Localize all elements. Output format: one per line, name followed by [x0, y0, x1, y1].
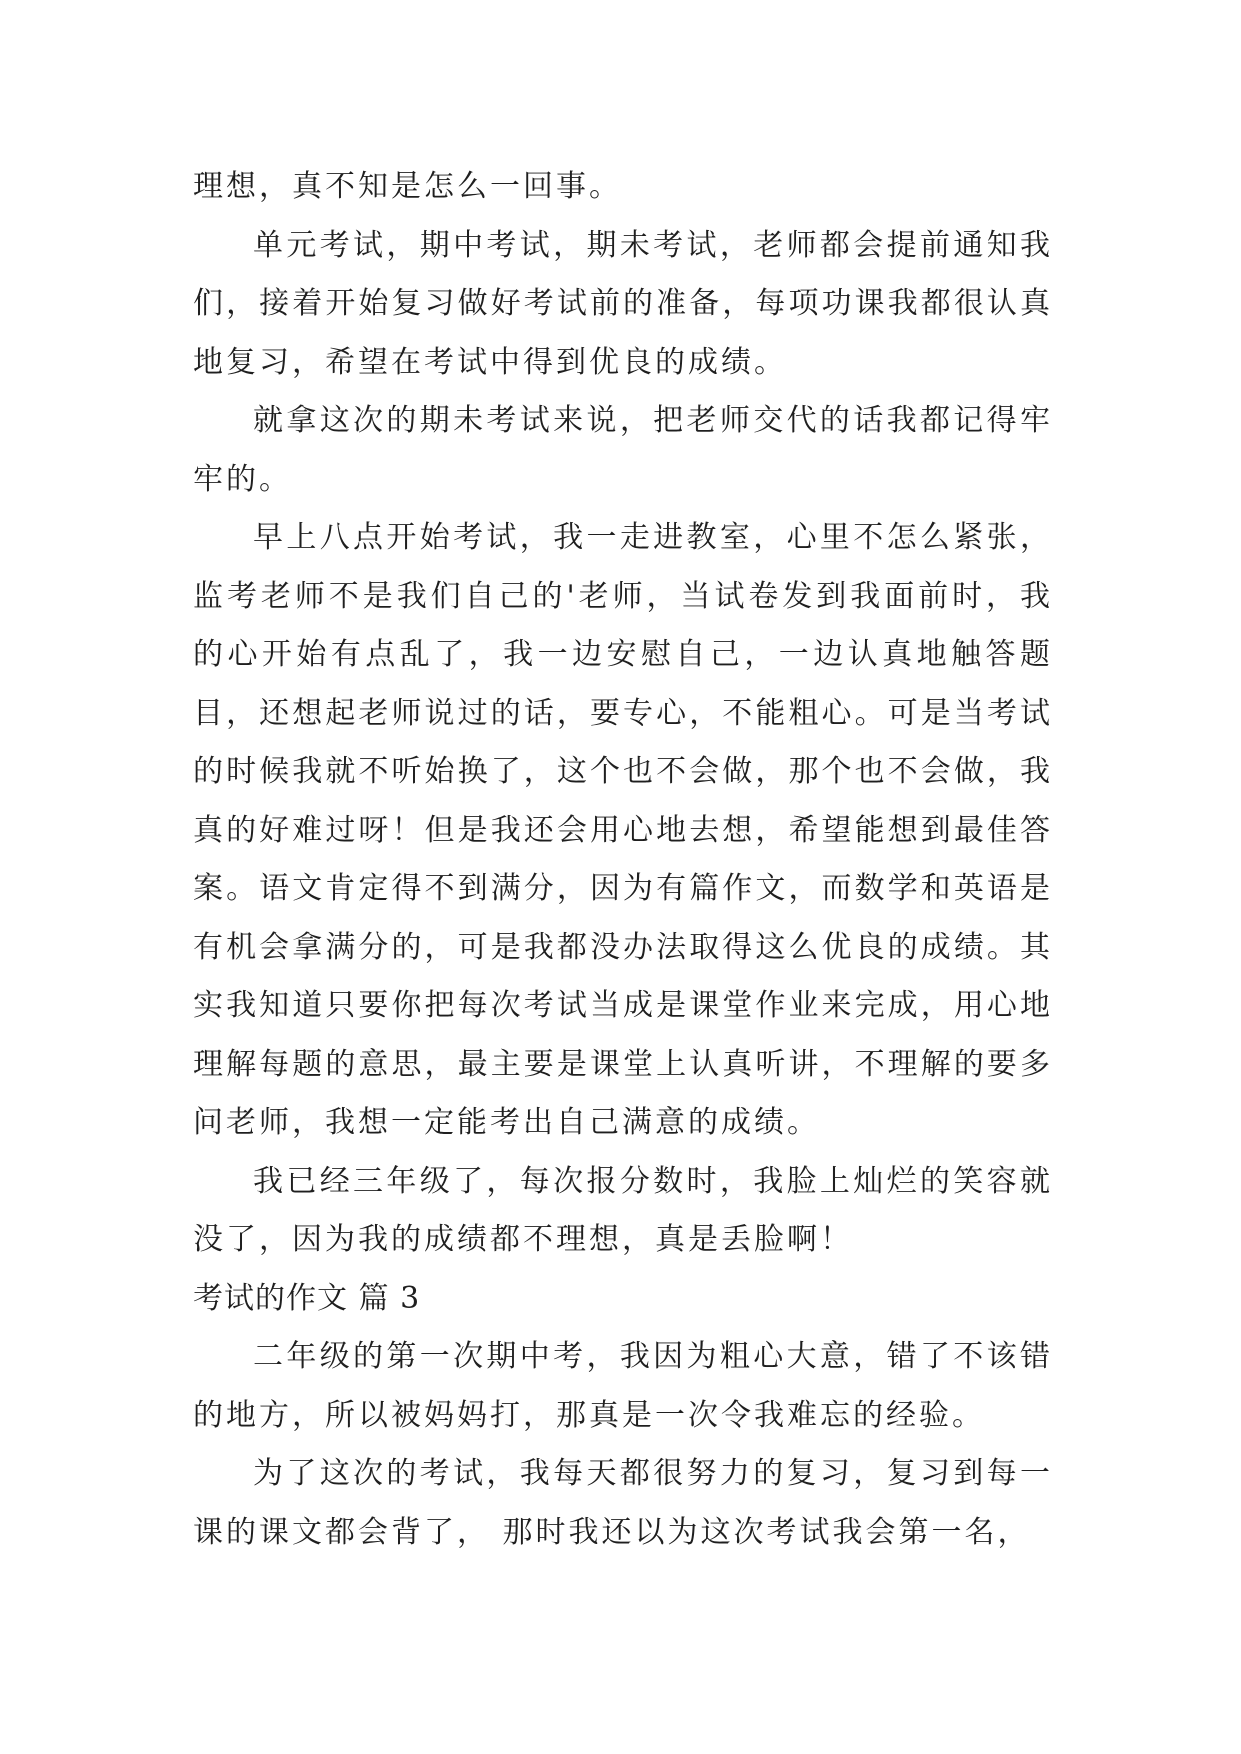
paragraph-final-exam-intro: 就拿这次的期未考试来说，把老师交代的话我都记得牢牢的。 [193, 403, 1053, 497]
section-heading: 考试的作文 篇 3 [193, 1280, 421, 1316]
paragraph-exam-preparation: 单元考试，期中考试，期未考试，老师都会提前通知我们，接着开始复习做好考试前的准备，每项功课我都很认真地复习，希望在考试中得到优良的成绩。 [193, 227, 1053, 380]
document-body [193, 158, 1053, 1562]
paragraph-third-grade: 我已经三年级了，每次报分数时，我脸上灿烂的笑容就没了，因为我的成绩都不理想，真是丢脸啊！ [193, 1163, 1053, 1257]
paragraph-review-effort: 为了这次的考试，我每天都很努力的复习，复习到每一课的课文都会背了， 那时我还以为这次考试我会第一名， [193, 1456, 1053, 1550]
paragraph-second-grade-midterm: 二年级的第一次期中考，我因为粗心大意，错了不该错的地方，所以被妈妈打，那真是一次令我难忘的经验。 [193, 1339, 1053, 1433]
paragraph-continuation: 理想，真不知是怎么一回事。 [193, 169, 622, 204]
paragraph-exam-morning: 早上八点开始考试，我一走进教室，心里不怎么紧张，监考老师不是我们自己的'老师，当试卷发到我面前时，我的心开始有点乱了，我一边安慰自己，一边认真地触答题目，还想起老师说过的话，要专心，不能粗心。可是当考试的时候我就不听始换了，这个也不会做，那个也不会做，我真的好难过呀！但是我还会用心地去想，希望能想到最佳答案。语文肯定得不到满分，因为有篇作文，而数学和英语是有机会拿满分的，可是我都没办法取得这么优良的成绩。其实我知道只要你把每次考试当成是课堂作业来完成，用心地理解每题的意思，最主要是课堂上认真听讲，不理解的要多问老师，我想一定能考出自己满意的成绩。 [193, 520, 1053, 1140]
